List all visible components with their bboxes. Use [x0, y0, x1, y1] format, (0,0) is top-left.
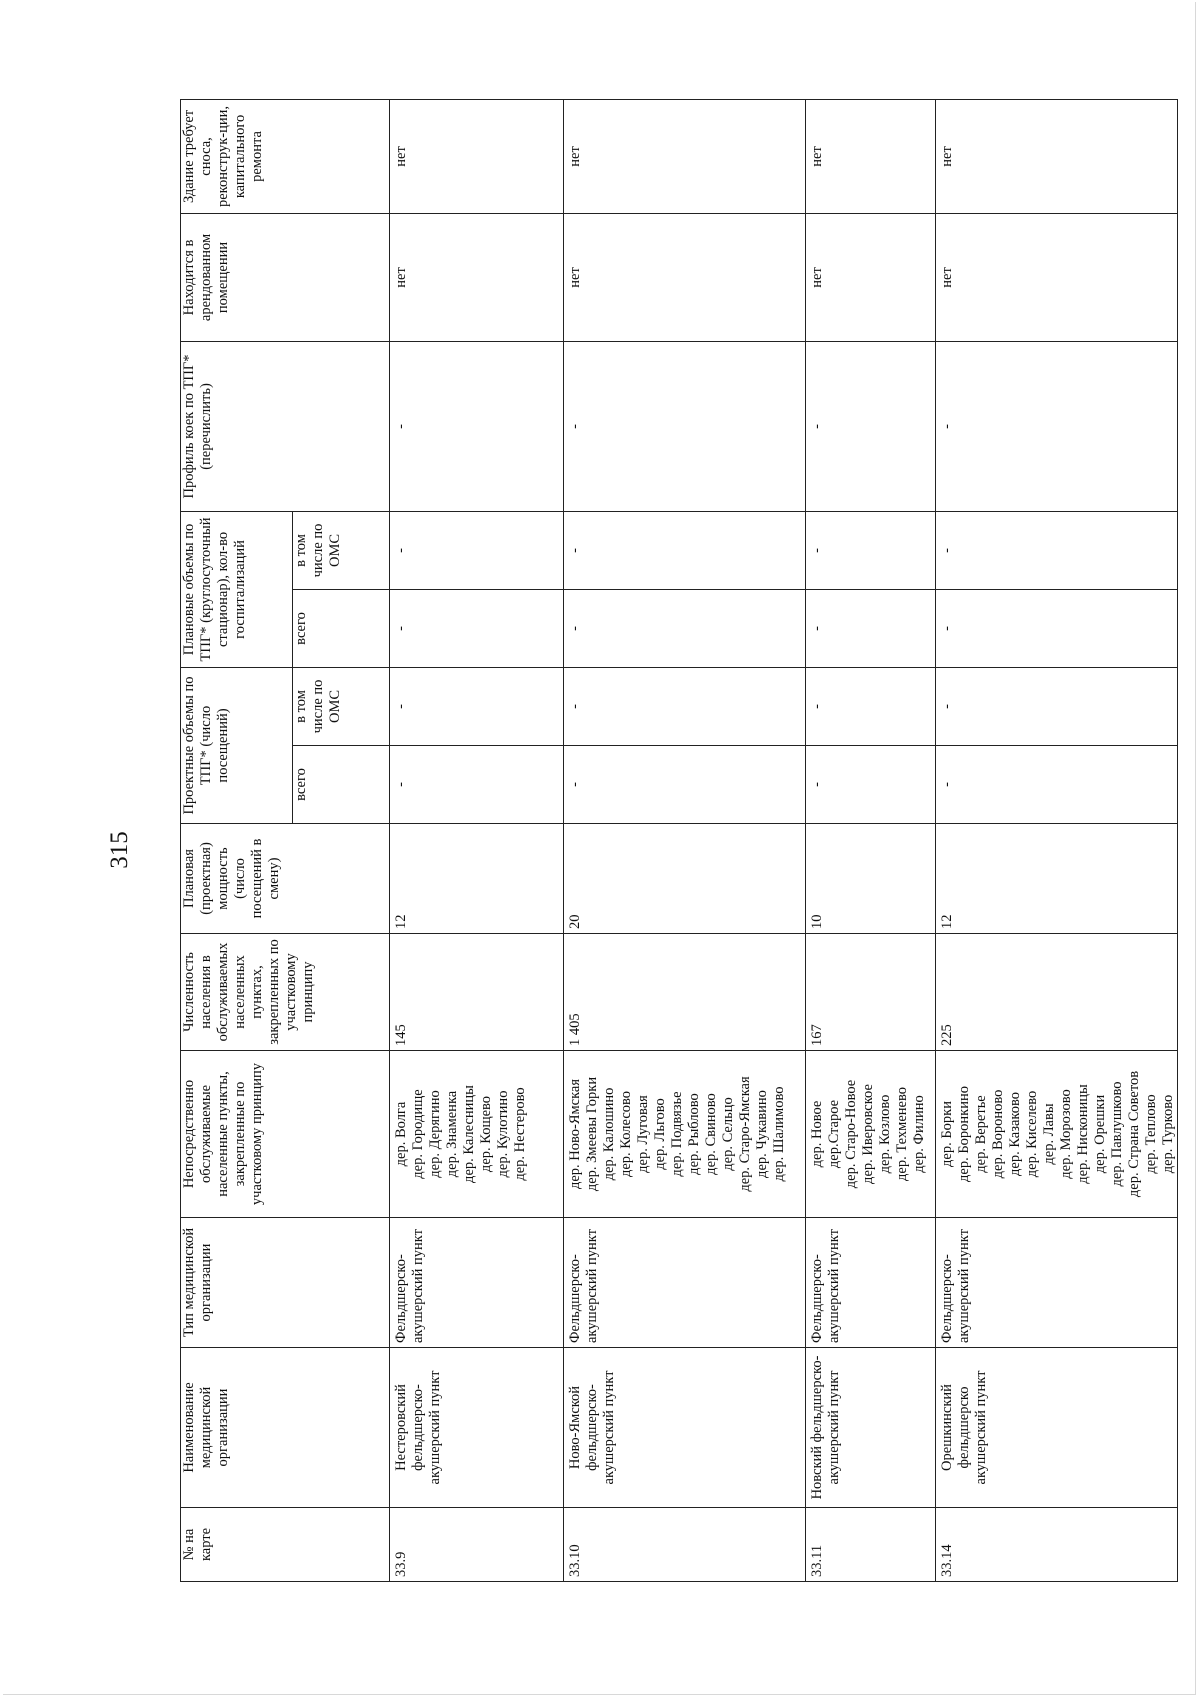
cell-building: нет: [564, 99, 806, 213]
header-hosp-total: всего: [293, 589, 390, 667]
cell-hosp-total: -: [806, 589, 936, 667]
cell-rented: нет: [936, 213, 1178, 341]
settlement-item: дер. Городище: [410, 1089, 426, 1179]
settlement-item: дер. Старо-Новое: [843, 1079, 859, 1189]
header-name: Наименование медицинской организации: [181, 1348, 390, 1508]
cell-profile: -: [390, 341, 564, 511]
cell-hosp-oms: -: [936, 511, 1178, 589]
settlement-item: дер. Нисконицы: [1075, 1084, 1091, 1184]
settlement-item: дер. Луговая: [635, 1095, 651, 1173]
cell-type: Фельдшерско-акушерский пункт: [564, 1218, 806, 1348]
cell-num: 33.11: [806, 1508, 936, 1582]
cell-name: Орешкинский фельдшерско акушерский пункт: [936, 1348, 1178, 1508]
cell-hosp-total: -: [936, 589, 1178, 667]
settlement-item: дер. Козлово: [877, 1094, 893, 1174]
settlement-item: дер. Свиново: [703, 1093, 719, 1175]
table-row: [936, 99, 1178, 1581]
settlement-item: дер. Боронкино: [956, 1086, 972, 1182]
cell-rented: нет: [806, 213, 936, 341]
settlement-item: дер. Чукавино: [754, 1090, 770, 1178]
settlement-item: дер. Нестерово: [512, 1087, 528, 1181]
settlement-item: дер. Колесово: [618, 1090, 634, 1178]
header-num: № на карте: [181, 1508, 390, 1582]
table-header: [181, 99, 390, 1581]
table-row: [564, 99, 806, 1581]
cell-capacity: 12: [936, 824, 1178, 934]
page-number: 315: [106, 831, 133, 869]
header-rented: Находится в арендованном помещении: [181, 213, 390, 341]
cell-num: 33.14: [936, 1508, 1178, 1582]
settlement-item: дер. Борки: [939, 1101, 955, 1167]
cell-type: Фельдшерско-акушерский пункт: [806, 1218, 936, 1348]
cell-population: 1 405: [564, 934, 806, 1051]
settlement-item: дер. Веретье: [973, 1095, 989, 1173]
cell-hosp-oms: -: [564, 511, 806, 589]
cell-num: 33.10: [564, 1508, 806, 1582]
cell-profile: -: [564, 341, 806, 511]
settlement-item: дер. Техменево: [894, 1087, 910, 1181]
settlement-item: дер. Старо-Ямская: [737, 1076, 753, 1192]
cell-name: Ново-Ямской фельдшерско-акушерский пункт: [564, 1348, 806, 1508]
cell-profile: -: [806, 341, 936, 511]
facilities-table: [180, 99, 1178, 1582]
header-profile: Профиль коек по ТПГ* (перечислить): [181, 341, 390, 511]
settlement-item: дер. Дерягино: [427, 1090, 443, 1178]
settlement-item: дер. Страна Советов: [1126, 1070, 1142, 1198]
cell-profile: -: [936, 341, 1178, 511]
cell-capacity: 10: [806, 824, 936, 934]
cell-population: 167: [806, 934, 936, 1051]
settlement-item: дер. Теплово: [1143, 1094, 1159, 1174]
settlement-item: дер. Вороново: [990, 1089, 1006, 1179]
cell-places: [806, 1051, 936, 1218]
cell-visits-total: -: [564, 746, 806, 824]
header-capacity: Плановая (проектная) мощность (число посещений в смену): [181, 824, 390, 934]
settlement-item: дер. Волга: [393, 1101, 409, 1167]
header-visits-oms: в том числе по ОМС: [293, 667, 390, 745]
cell-visits-total: -: [390, 746, 564, 824]
cell-hosp-oms: -: [390, 511, 564, 589]
settlement-item: дер. Казаково: [1007, 1092, 1023, 1176]
header-visits-total: всего: [293, 746, 390, 824]
cell-type: Фельдшерско-акушерский пункт: [936, 1218, 1178, 1348]
cell-visits-oms: -: [806, 667, 936, 745]
settlement-item: дер. Ново-Ямская: [567, 1078, 583, 1190]
cell-places: [564, 1051, 806, 1218]
cell-places: [390, 1051, 564, 1218]
cell-visits-total: -: [806, 746, 936, 824]
cell-population: 225: [936, 934, 1178, 1051]
cell-num: 33.9: [390, 1508, 564, 1582]
settlement-item: дер. Филино: [911, 1095, 927, 1173]
cell-visits-oms: -: [936, 667, 1178, 745]
settlement-item: дер. Калошино: [601, 1087, 617, 1181]
settlement-item: дер. Ивеpовское: [860, 1084, 876, 1184]
settlement-item: дер. Льгово: [652, 1098, 668, 1170]
table-row: [390, 99, 564, 1581]
table-row: [806, 99, 936, 1581]
settlement-item: дер. Орешки: [1092, 1094, 1108, 1174]
header-project-visits: Проектные объемы по ТПГ* (число посещений): [181, 667, 293, 823]
cell-hosp-oms: -: [806, 511, 936, 589]
settlement-item: дер. Знаменка: [444, 1090, 460, 1178]
cell-rented: нет: [390, 213, 564, 341]
settlement-item: дер. Змеевы Горки: [584, 1076, 600, 1192]
cell-population: 145: [390, 934, 564, 1051]
settlement-item: дер. Кулотино: [495, 1090, 511, 1178]
header-hosp-oms: в том числе по ОМС: [293, 511, 390, 589]
settlement-item: дер.Старое: [826, 1099, 842, 1169]
cell-name: Нестеровский фельдшерско-акушерский пункт: [390, 1348, 564, 1508]
header-population: Численность населения в обслуживаемых населенных пунктах, закрепленных по участковому принципу: [181, 934, 390, 1051]
settlement-item: дер. Подвязье: [669, 1091, 685, 1177]
header-plan-hosp: Плановые объемы по ТПГ* (круглосуточный стационар), кол-во госпитализаций: [181, 511, 293, 667]
settlement-item: дер. Кощево: [478, 1095, 494, 1173]
cell-hosp-total: -: [564, 589, 806, 667]
settlement-item: дер. Рыблово: [686, 1093, 702, 1175]
settlement-item: дер. Сельцо: [720, 1097, 736, 1171]
cell-visits-total: -: [936, 746, 1178, 824]
cell-building: нет: [390, 99, 564, 213]
header-places: Непосредственно обслуживаемые населенные пункты, закрепленные по участковому принципу: [181, 1051, 390, 1218]
cell-name: Новский фельдшерско-акушерский пункт: [806, 1348, 936, 1508]
cell-hosp-total: -: [390, 589, 564, 667]
cell-building: нет: [806, 99, 936, 213]
settlement-item: дер. Новое: [809, 1100, 825, 1168]
cell-capacity: 20: [564, 824, 806, 934]
cell-visits-oms: -: [564, 667, 806, 745]
cell-capacity: 12: [390, 824, 564, 934]
settlement-item: дер. Морозово: [1058, 1089, 1074, 1179]
cell-rented: нет: [564, 213, 806, 341]
settlement-item: дер. Киселево: [1024, 1090, 1040, 1178]
settlement-item: дер. Шалимово: [771, 1086, 787, 1182]
settlement-item: дер. Калесницы: [461, 1085, 477, 1183]
cell-visits-oms: -: [390, 667, 564, 745]
header-type: Тип медицинской организации: [181, 1218, 390, 1348]
settlement-item: дер. Лавы: [1041, 1103, 1057, 1165]
cell-places: [936, 1051, 1178, 1218]
settlement-item: дер. Павлушково: [1109, 1081, 1125, 1187]
cell-building: нет: [936, 99, 1178, 213]
settlement-item: дер. Турково: [1160, 1094, 1176, 1174]
cell-type: Фельдшерско-акушерский пункт: [390, 1218, 564, 1348]
header-building: Здание требует сноса, реконструк-ции, капитального ремонта: [181, 99, 390, 213]
